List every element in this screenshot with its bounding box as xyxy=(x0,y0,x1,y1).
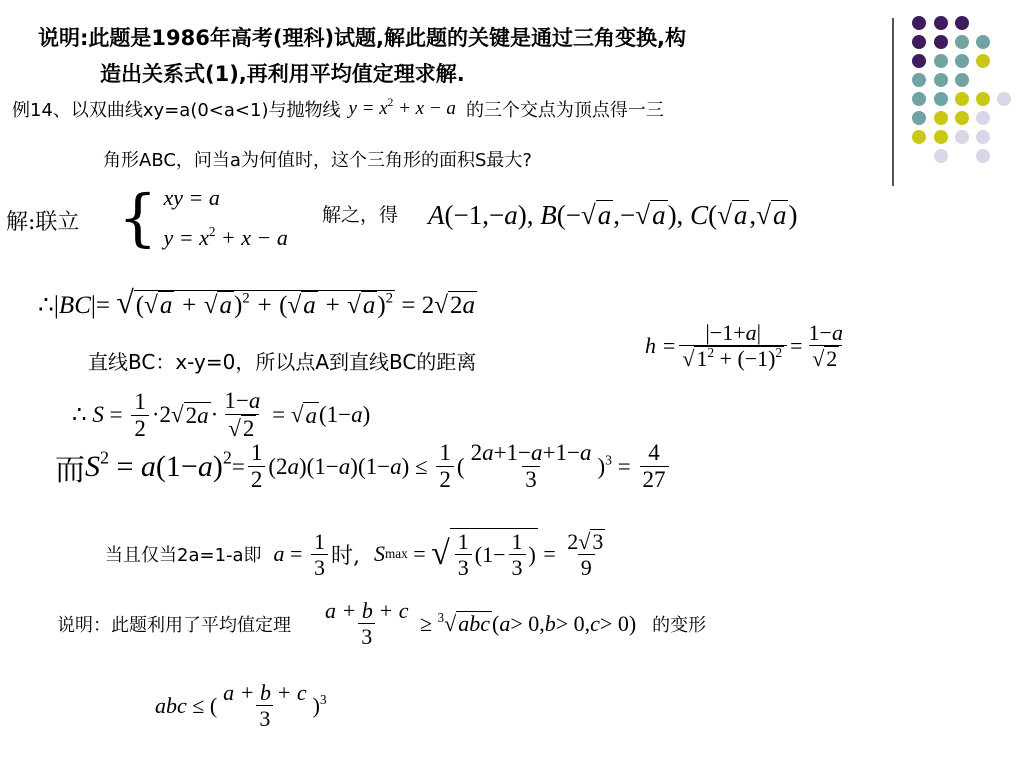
s-squared-inequality: 而 $S^2$ = $a(1-a)^2$ = $\frac{1}{2}$ (2 a )(1− a )(1− a ) ≤ $\frac{1}{2}$ ( $\frac{2a+1-a+1-a}{3}$ )$^3$ = $\frac{4}{27}$ xyxy=(55,440,672,494)
bc-length-equation: ∴|BC|= $√(√a + √a)^2 + (√a + √a)^2 = 2√2a$ xyxy=(38,284,476,320)
distance-equation: h = $\frac{|-1+a|}{√1^2 + (-1)^2}$ = $\frac{1-a}{√2}$ xyxy=(645,320,843,372)
note-prefix: 说明：此题利用了平均值定理 xyxy=(57,614,291,636)
abc-inequality: abc ≤ ( $\frac{a + b + c}{3}$ )$^3$ xyxy=(155,680,327,732)
equality-condition-line: 当且仅当2a=1-a即 a = $\frac{1}{3}$ 时, S max = √ $\frac{1}{3}$ (1− $\frac{1}{3}$ ) = $\frac{2√3}{9}$ xyxy=(105,528,604,581)
equality-condition-text: 当且仅当2a=1-a即 xyxy=(105,545,262,567)
note-suffix: 的变形 xyxy=(652,614,707,636)
line-bc-label: 直线BC：x-y=0，所以点A到直线BC的距离 xyxy=(88,350,477,374)
title-line-1: 说明:此题是1986年高考(理科)试题,解此题的关键是通过三角变换,构 xyxy=(38,26,686,50)
solve-label: 解之，得 xyxy=(322,204,399,226)
title-line-2: 造出关系式(1),再利用平均值定理求解. xyxy=(100,62,465,86)
system-eq-2: $y = x^2 + x - a$ xyxy=(163,223,288,250)
area-equation: ∴ S = $\frac{1}{2}$ ·2 √ 2a · $\frac{1-a}{√2}$ = √ a (1− a ) xyxy=(72,388,371,442)
shi-label: 时, xyxy=(330,543,360,569)
solution-jie: 解:联立 xyxy=(6,210,80,235)
er-label: 而 xyxy=(55,452,85,488)
brace: { xyxy=(118,181,158,254)
problem-prefix: 例14、以双曲线xy=a(0<a<1)与抛物线 xyxy=(12,100,341,121)
system-eq-1: xy = a xyxy=(163,185,220,210)
problem-line-1 xyxy=(12,96,664,122)
intersection-points: A(−1,−a), B(−√a,−√a), C(√a,√a) xyxy=(428,200,798,230)
divider-line xyxy=(892,18,894,186)
problem-suffix: 的三个交点为顶点得一三 xyxy=(465,100,664,121)
equation-system xyxy=(118,178,288,258)
parabola-equation: $y = x^2 + x - a$ xyxy=(348,97,456,119)
problem-line-2: 角形ABC，问当a为何值时，这个三角形的面积S最大? xyxy=(103,150,532,171)
note-line: 说明：此题利用了平均值定理 $\frac{a + b + c}{3}$ ≥ $^3$ √ abc ( a > 0, b > 0, c > 0) 的变形 xyxy=(57,598,707,650)
